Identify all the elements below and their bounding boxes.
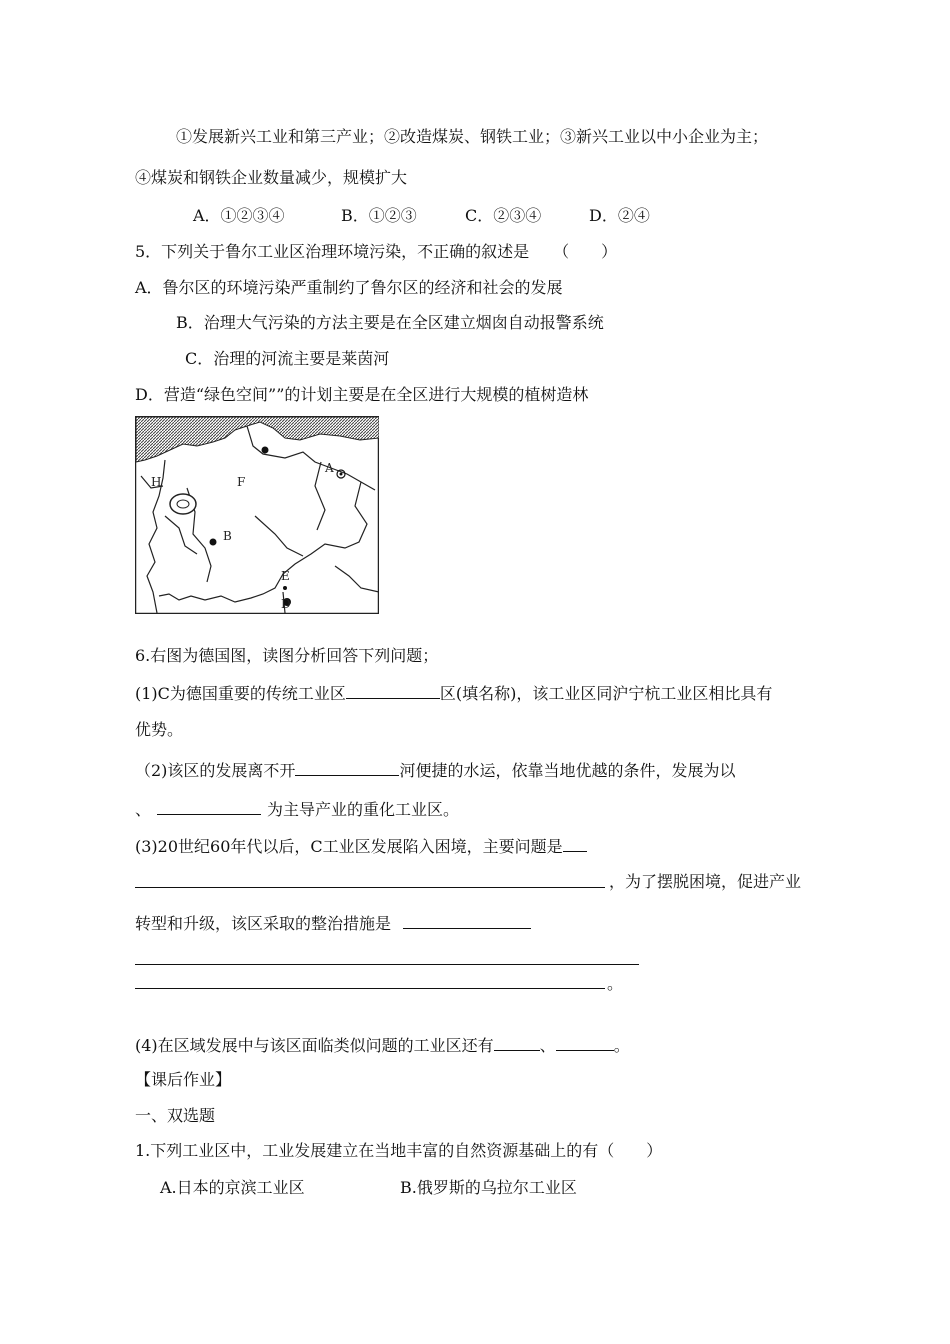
q6-part3-blank-measures[interactable] — [403, 913, 531, 929]
q6-part2-blank-river[interactable] — [295, 760, 399, 776]
q5-option-d: D．营造“绿色空间””的计划主要是在全区进行大规模的植树造林 — [135, 385, 589, 404]
homework-q1-option-b: B.俄罗斯的乌拉尔工业区 — [400, 1178, 577, 1197]
q5-option-a: A．鲁尔区的环境污染严重制约了鲁尔区的经济和社会的发展 — [135, 278, 563, 297]
q6-part3-answer-line-1[interactable] — [135, 887, 605, 888]
q6-part3-text-a: (3)20世纪60年代以后，C工业区发展陷入困境，主要问题是 — [135, 837, 563, 856]
q4-statement-line2: ④煤炭和钢铁企业数量减少，规模扩大 — [135, 168, 408, 187]
q4-statement-line1: ①发展新兴工业和第三产业；②改造煤炭、钢铁工业；③新兴工业以中小企业为主； — [176, 127, 769, 146]
q6-part2 — [135, 760, 735, 781]
homework-q1-stem: 1.下列工业区中，工业发展建立在当地丰富的自然资源基础上的有（ ） — [135, 1141, 663, 1160]
map-label-h: H — [151, 475, 162, 489]
homework-q1-option-a: A.日本的京滨工业区 — [160, 1178, 305, 1197]
q6-part3-measures — [135, 913, 531, 934]
q6-part3-blank-problem-start[interactable] — [563, 836, 587, 852]
ruhr-region-marker — [170, 494, 196, 514]
homework-heading: 【课后作业】 — [135, 1070, 232, 1089]
city-north — [262, 447, 269, 454]
q6-part3-answer-line-2[interactable] — [135, 964, 639, 965]
q6-part2-text-c: 、 — [135, 800, 152, 819]
q6-part2-cont — [135, 799, 459, 820]
map-label-b: B — [223, 529, 232, 543]
map-label-f: F — [237, 475, 246, 489]
map-label-d: D — [281, 597, 291, 611]
q6-stem: 6.右图为德国图，读图分析回答下列问题； — [135, 646, 439, 665]
q4-option-c: C．②③④ — [465, 206, 542, 225]
q6-part2-text-a: （2)该区的发展离不开 — [135, 761, 296, 780]
q6-part4-blank-1[interactable] — [494, 1035, 540, 1051]
homework-section-title: 一、双选题 — [135, 1106, 216, 1125]
q6-part3-answer-line-3[interactable] — [135, 988, 605, 989]
q6-part3 — [135, 836, 587, 857]
q6-part4 — [135, 1035, 630, 1056]
map-label-a: A — [325, 461, 334, 475]
q6-part4-text-b: 、 — [539, 1036, 556, 1055]
q5-option-c: C．治理的河流主要是莱茵河 — [185, 349, 390, 368]
germany-map — [135, 416, 379, 614]
q5-stem: 5．下列关于鲁尔工业区治理环境污染，不正确的叙述是 （ ） — [135, 242, 618, 261]
q6-part1-blank[interactable] — [346, 683, 440, 699]
city-b — [210, 539, 217, 546]
q6-part3-end: 。 — [607, 974, 624, 993]
q4-options — [193, 206, 650, 226]
homework-q1-options — [160, 1178, 577, 1198]
map-label-e: E — [281, 569, 290, 583]
city-e — [283, 586, 287, 590]
q5-option-b: B．治理大气污染的方法主要是在全区建立烟囱自动报警系统 — [176, 313, 604, 332]
q4-option-d: D．②④ — [589, 206, 650, 225]
q6-part4-text-a: (4)在区域发展中与该区面临类似问题的工业区还有 — [135, 1036, 494, 1055]
q6-part2-text-b: 河便捷的水运，依靠当地优越的条件，发展为以 — [399, 761, 736, 780]
q6-part2-text-d: 为主导产业的重化工业区。 — [267, 800, 460, 819]
q6-part1-text-a: (1)C为德国重要的传统工业区 — [135, 684, 346, 703]
q6-part1-text-b: 区(填名称)，该工业区同沪宁杭工业区相比具有 — [439, 684, 773, 703]
q6-part2-blank-industry[interactable] — [157, 799, 261, 815]
q6-part1-cont: 优势。 — [135, 720, 184, 739]
q4-option-a: A．①②③④ — [193, 206, 285, 225]
q6-part3-text-b: ，为了摆脱困境，促进产业 — [609, 872, 802, 891]
q6-part4-end: 。 — [613, 1036, 630, 1055]
q6-part3-text-c: 转型和升级，该区采取的整治措施是 — [135, 914, 392, 933]
q6-part1 — [135, 683, 772, 704]
q6-part4-blank-2[interactable] — [556, 1035, 614, 1051]
q4-option-b: B．①②③ — [341, 206, 417, 225]
